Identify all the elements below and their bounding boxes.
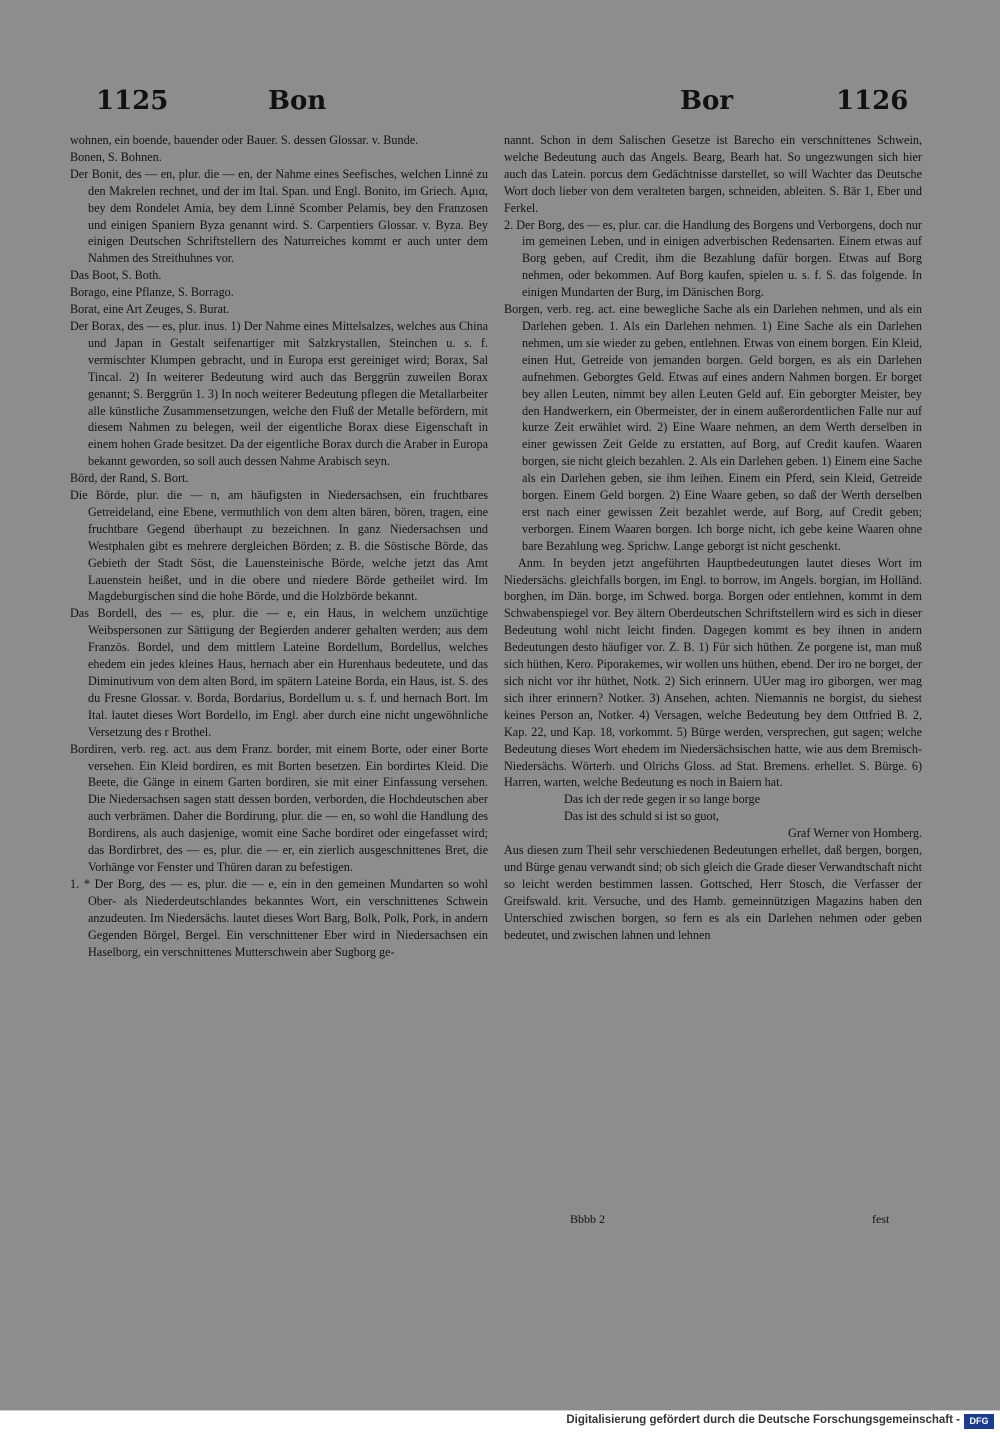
entry-paragraph: Aus diesen zum Theil sehr verschiedenen Bedeutungen erhellet, daß bergen, borgen, und Bürge genau verwandt sind; ob sich gleich die Grade dieser Verwandtschaft nicht so leicht werden bestimmen lassen. Gottsched, Herr Stosch, die Verfasser der Greifswald. krit. Versuche, und des Hamb. gemeinnützigen Magazins haben den Unterschied zwischen borgen, so fern es als ein Darlehen nehmen oder geben bedeutet, und zwischen lahnen und lehnen (504, 843, 922, 942)
dfg-logo: DFG (964, 1414, 994, 1429)
entry-paragraph: Borat, eine Art Zeuges, S. Burat. (70, 302, 230, 317)
entry-paragraph: Bordiren, verb. reg. act. aus dem Franz. border, mit einem Borte, oder einer Borte versehen. Ein Kleid bordiren, es mit Borten besetzen. Ein bordirtes Kleid. Die Beete, die Gänge in einem Garten bordiren, sie mit einer Einfassung versehen. Die Niedersachsen sagen statt dessen borden, verborden, die Hochdeutschen aber auch verbrämen. Daher die Bordirung, plur. die — en, so wohl die Handlung des Bordirens, als auch dasjenige, womit eine Sache bordiret oder eingefasset wird; das Bordirbret, des — es, plur. die — er, ein zierlich ausgeschnittenes Bret, die Vorhänge vor Fenster und Thüren daran zu befestigen. (70, 741, 488, 874)
entry-paragraph: wohnen, ein boende, bauender oder Bauer. S. dessen Glossar. v. Bunde. (70, 133, 419, 147)
right-column (504, 132, 922, 944)
left-catchword: Bon (268, 86, 327, 116)
verse-attribution: Graf Werner von Homberg. (788, 826, 922, 841)
entry-paragraph: Der Borax, des — es, plur. inus. 1) Der Nahme eines Mittelsalzes, welches aus China und Japan in Gestalt seifenartiger mit Salzkrystallen, Steinchen u. s. f. vermischter Klumpen gebracht, und in Europa erst gereiniget wird; Borax, Sal Tincal. 2) In weiterer Bedeutung wird auch das Berggrün zuweilen Borax genannt; S. Berggrün 1. 3) In noch weiterer Bedeutung pflegen die Metallarbeiter alle künstliche Zusammensetzungen, welche den Fluß der Metalle befördern, mit diesem Nahmen zu belegen, weil der eigentliche Borax diese Eigenschaft in einem hohen Grade besitzet. Da der eigentliche Borax durch die Araber in Europa bekannt geworden, so soll auch dessen Nahme Arabisch seyn. (70, 318, 488, 469)
right-page-number: 1126 (836, 86, 909, 116)
left-page-number: 1125 (96, 86, 169, 116)
entry-paragraph: nannt. Schon in dem Salischen Gesetze ist Barecho ein verschnittenes Schwein, welche Bedeutung auch das Angels. Bearg, Bearh hat. So ungezwungen sich hier auch das Latein. porcus dem Gedächtnisse darstellet, so will Wachter das Deutsche Wort doch lieber von dem veralteten bargen, schneiden, ableiten. S. Bär 1, Eber und Ferkel. (504, 133, 922, 215)
footer-bar (0, 1410, 1000, 1433)
entry-paragraph: 1. * Der Borg, des — es, plur. die — e, ein in den gemeinen Mundarten so wohl Ober- als Niederdeutschlandes bekanntes Wort, ein verschnittenes Schwein anzudeuten. Im Niedersächs. lautet dieses Wort Barg, Bolk, Polk, Pork, in andern Gegenden Börgel, Bergel. Ein verschnittener Eber wird in Niedersachsen ein Haselborg, ein verschnittenes Mutterschwein aber Sugborg ge- (70, 876, 488, 959)
entry-paragraph: 2. Der Borg, des — es, plur. car. die Handlung des Borgens und Verborgens, doch nur im gemeinen Leben, und in einigen adverbischen Redensarten. Einem etwas auf Borg geben, auf Credit, ihm die Bezahlung dafür borgen. Etwas auf Borg nehmen, oder bekommen. Auf Borg kaufen, spielen u. s. f. S. das folgende. In einigen Mundarten der Burg, im Dänischen Borg. (504, 217, 922, 300)
entry-paragraph: Die Börde, plur. die — n, am häufigsten in Niedersachsen, ein fruchtbares Getreideland, eine Ebene, vermuthlich von dem alten bären, bören, tragen, eine fruchtbare Gegend überhaupt zu bezeichnen. In ganz Niedersachsen und Westphalen gibt es mehrere dergleichen Börden; z. B. die Söstische Börde, das Gebieth der Stadt Söst, die Lauensteinische Börde, welche jetzt das Amt Lauenstein heißet, und in die obere und niedere Börde getheilet wird. Im Magdeburgischen sind die hohe Börde, und die Holzbörde bekannt. (70, 488, 488, 604)
entry-paragraph: Der Bonit, des — en, plur. die — en, der Nahme eines Seefisches, welchen Linné zu den Makrelen rechnet, und der im Ital. Span. und Engl. Bonito, im Griech. Αμια, bey dem Rondelet Amia, bey dem Linné Scomber Pelamis, bey den Franzosen und einigen Spaniern Byza genannt wird. S. Carpentiers Glossar. v. Byza. Bey einigen Deutschen Schriftstellern des Naturreiches kommt er auch unter dem Nahmen des Streithuhnes vor. (70, 166, 488, 266)
note-paragraph: Anm. In beyden jetzt angeführten Hauptbedeutungen lautet dieses Wort im Niedersächs. gleichfalls borgen, im Engl. to borrow, im Angels. borgian, im Holländ. borghen, im Dän. borge, im Schwed. borga. Borgen oder entlehnen, kommt in dem Schwabenspiegel vor. Bey ältern Oberdeutschen Schriftstellern wird es sich in dieser Bedeutung wohl nicht leicht finden. Dagegen kommt es bey ihnen in andern Bedeutungen desto häufiger vor. Z. B. 1) Für sich hüthen. Ze porgene ist, man muß sich hüthen, Kero. Piporakemes, wir wollen uns hüthen, ebend. Der iro ne borget, der sich nicht vor ihr hüthet, Notk. 2) Sich erinnern. UUer mag iro giborgen, wer mag sich ihrer erinnern? Notker. 3) Ansehen, achten. Niemannis ne borgist, du siehest keines Person an, Notker. 4) Versagen, welche Bedeutung bey dem Ottfried B. 2, Kap. 22, und Kap. 18, vorkommt. 5) Bürge werden, versprechen, gut sagen; welche Bedeutung dieses Wort ehedem im Niedersächsischen hatte, wie aus dem Bremisch-Niedersächs. Wörterb. und Olrichs Gloss. ad Stat. Bremens. erhellet. S. Bürge. 6) Harren, warten, welche Bedeutung es noch in Baiern hat. (504, 555, 922, 790)
entry-paragraph: Borago, eine Pflanze, S. Borrago. (70, 285, 234, 300)
entry-paragraph: Börd, der Rand, S. Bort. (70, 471, 189, 486)
entry-paragraph: Bonen, S. Bohnen. (70, 149, 162, 164)
right-catchword: Bor (680, 86, 734, 116)
left-column (70, 132, 488, 960)
verse-line: Das ich der rede gegen ir so lange borge (564, 792, 761, 807)
footer-credit: Digitalisierung gefördert durch die Deutsche Forschungsgemeinschaft - (566, 1414, 960, 1426)
entry-paragraph: Das Bordell, des — es, plur. die — e, ein Haus, in welchem unzüchtige Weibspersonen zur Sättigung der Begierden anderer gehalten werden; aus dem Französ. Bordel, und dem mittlern Lateine Bordellum, Bordellus, welches ehedem ein jedes kleines Haus, hernach aber ein Hurenhaus bedeutete, und das Diminutivum von dem alten Bord, im spätern Lateine Borda, ein Haus, ist. S. des du Fresne Glossar. v. Borda, Bordarius, Bordellum u. s. f. und hernach Bort. Im Ital. lautet dieses Wort Bordello, im Engl. aber durch eine nicht ungewöhnliche Versetzung des r Brothel. (70, 606, 488, 739)
signature-mark: Bbbb 2 (570, 1212, 606, 1226)
entry-paragraph: Borgen, verb. reg. act. eine bewegliche Sache als ein Darlehen nehmen, und als ein Darlehen geben. 1. Als ein Darlehen nehmen. 1) Eine Sache als ein Darlehen nehmen, um sie wieder zu geben, entlehnen. Etwas von einem borgen. Ein Kleid, einen Hut, Getreide von jemanden borgen. Geld borgen, es als ein Darlehen aufnehmen. Geborgtes Geld. Etwas auf eines andern Nahmen borgen. Er borget bey allen Leuten, nimmt bey allen Leuten Geld auf. Ein geborgter Meister, bey den Handwerkern, ein Obermeister, der in einem außerordentlichen Falle nur auf kurze Zeit erwählet wird. 2) Eine Waare nehmen, an dem Werth derselben in einer gewissen Zeit Gelde zu erstatten, auf Borg, auf Credit kaufen. Waaren borgen, sie nicht gleich bezahlen. 2. Als ein Darlehen geben. 1) Einem eine Sache als ein Darlehen geben, sie ihm leihen. Einem ein Pferd, sein Kleid, Getreide borgen. Einem Geld borgen. 2) Eine Waare geben, so daß der Werth derselben erst nach einer gewissen Zeit bezahlet werde, auf Borg, auf Credit geben; verborgen. Einem Waaren borgen. Ich borge nicht, ich gebe keine Waaren ohne bare Bezahlung weg. Sprichw. Lange geborgt ist nicht geschenkt. (504, 302, 922, 553)
verse-line: Das ist des schuld si ist so guot, (564, 809, 720, 824)
entry-paragraph: Das Boot, S. Both. (70, 268, 162, 283)
catchword-bottom: fest (872, 1212, 890, 1226)
